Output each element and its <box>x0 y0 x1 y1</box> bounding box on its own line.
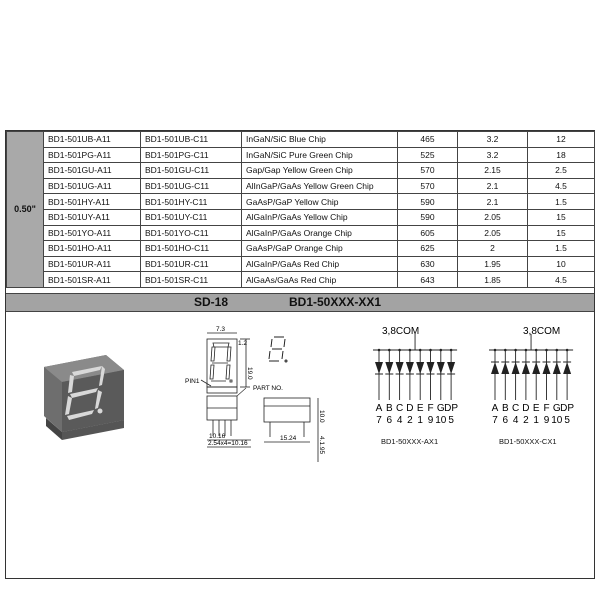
diode-icon <box>522 362 530 374</box>
pin-number: 9 <box>427 415 434 426</box>
chip-cell: InGaN/SiC Blue Chip <box>242 132 398 148</box>
table-row <box>7 132 595 148</box>
vf-cell: 2.05 <box>458 209 528 225</box>
drawing-area <box>6 312 594 578</box>
iv-cell: 2.5 <box>528 163 595 179</box>
anode-part-cell: BD1-501UY-A11 <box>44 209 141 225</box>
cathode-part-cell: BD1-501PG-C11 <box>141 147 242 163</box>
series-name: BD1-50XXX-XX1 <box>289 295 382 309</box>
table-row <box>7 241 595 257</box>
pin-letter: E <box>416 403 424 414</box>
pin-number: 5 <box>448 415 454 426</box>
diode-icon <box>437 362 445 374</box>
wavelength-cell: 625 <box>398 241 458 257</box>
dim-side: 15.24 <box>280 435 297 442</box>
cathode-part-cell: BD1-501UR-C11 <box>141 256 242 272</box>
pin-letter: B <box>385 403 393 414</box>
dim-depth: 10.0 <box>318 410 325 423</box>
table-row <box>7 178 595 194</box>
pin-number: 9 <box>543 415 550 426</box>
table-row <box>7 147 595 163</box>
vf-cell: 2 <box>458 241 528 257</box>
table-row <box>7 163 595 179</box>
pin1-label: PIN1 <box>185 378 200 385</box>
pin-letter: DP <box>560 403 575 414</box>
end-view <box>264 398 318 462</box>
wavelength-cell: 630 <box>398 256 458 272</box>
anode-part-cell: BD1-501YO-A11 <box>44 225 141 241</box>
cathode-part-cell: BD1-501UG-C11 <box>141 178 242 194</box>
iv-cell: 1.5 <box>528 194 595 210</box>
wavelength-cell: 590 <box>398 194 458 210</box>
pin-letter: F <box>427 403 434 414</box>
diode-icon <box>543 362 551 374</box>
table-row <box>7 272 595 288</box>
anode-part-cell: BD1-501UG-A11 <box>44 178 141 194</box>
cathode-part-cell: BD1-501YO-C11 <box>141 225 242 241</box>
vf-cell: 3.2 <box>458 132 528 148</box>
wavelength-cell: 605 <box>398 225 458 241</box>
pin-letter: C <box>395 403 404 414</box>
caption-anode: BD1-50XXX-AX1 <box>381 437 439 446</box>
diode-icon <box>491 362 499 374</box>
cathode-part-cell: BD1-501HY-C11 <box>141 194 242 210</box>
pin-number: 10 <box>435 415 447 426</box>
pin-number: 1 <box>533 415 539 426</box>
pin-letter: A <box>375 403 383 414</box>
vf-cell: 3.2 <box>458 147 528 163</box>
vf-cell: 1.95 <box>458 256 528 272</box>
vf-cell: 1.85 <box>458 272 528 288</box>
wavelength-cell: 570 <box>398 178 458 194</box>
diode-icon <box>375 362 383 374</box>
anode-circuit <box>373 334 458 426</box>
pin-letter: D <box>522 403 530 414</box>
dim-height: 19.0 <box>246 367 253 380</box>
iv-cell: 1.5 <box>528 241 595 257</box>
chip-cell: AlInGaP/GaAs Yellow Green Chip <box>242 178 398 194</box>
anode-part-cell: BD1-501PG-A11 <box>44 147 141 163</box>
diode-icon <box>396 362 404 374</box>
cathode-part-cell: BD1-501UB-C11 <box>141 132 242 148</box>
chip-cell: InGaN/SiC Pure Green Chip <box>242 147 398 163</box>
iv-cell: 4.5 <box>528 272 595 288</box>
digit-outline-icon <box>269 337 287 362</box>
pin-number: 5 <box>564 415 570 426</box>
dim-pitch2: 2.54x4=10.16 <box>208 440 248 447</box>
pin-number: 7 <box>492 415 498 426</box>
iv-cell: 15 <box>528 209 595 225</box>
iv-cell: 15 <box>528 225 595 241</box>
wavelength-cell: 590 <box>398 209 458 225</box>
vf-cell: 2.05 <box>458 225 528 241</box>
pin-number: 2 <box>523 415 529 426</box>
diode-icon <box>501 362 509 374</box>
cathode-part-cell: BD1-501GU-C11 <box>141 163 242 179</box>
pin-number: 2 <box>407 415 413 426</box>
datasheet-panel <box>5 130 595 579</box>
chip-cell: Gap/Gap Yellow Green Chip <box>242 163 398 179</box>
table-row <box>7 225 595 241</box>
diode-icon <box>416 362 424 374</box>
vf-cell: 2.1 <box>458 194 528 210</box>
pin-letter: A <box>491 403 499 414</box>
chip-cell: GaAsP/GaP Orange Chip <box>242 241 398 257</box>
anode-part-cell: BD1-501GU-A11 <box>44 163 141 179</box>
anode-part-cell: BD1-501HO-A11 <box>44 241 141 257</box>
pin-number: 4 <box>512 415 519 426</box>
anode-part-cell: BD1-501UB-A11 <box>44 132 141 148</box>
diode-icon <box>427 362 435 374</box>
pin-letter: DP <box>444 403 459 414</box>
diode-icon <box>512 362 520 374</box>
part-no-label: PART NO. <box>253 385 283 392</box>
common-label-a: 3,8COM <box>382 326 420 337</box>
cathode-part-cell: BD1-501HO-C11 <box>141 241 242 257</box>
pin-number: 4 <box>396 415 403 426</box>
pin-letter: B <box>501 403 509 414</box>
pin-letter: G <box>436 403 445 414</box>
iv-cell: 4.5 <box>528 178 595 194</box>
pin-number: 1 <box>417 415 423 426</box>
iv-cell: 10 <box>528 256 595 272</box>
cathode-part-cell: BD1-501SR-C11 <box>141 272 242 288</box>
pin-number: 6 <box>386 415 393 426</box>
pin-letter: G <box>552 403 561 414</box>
wavelength-cell: 570 <box>398 163 458 179</box>
table-row <box>7 194 595 210</box>
chip-cell: AlGaInP/GaAs Yellow Chip <box>242 209 398 225</box>
pin-letter: D <box>406 403 414 414</box>
wavelength-cell: 465 <box>398 132 458 148</box>
anode-part-cell: BD1-501SR-A11 <box>44 272 141 288</box>
diode-icon <box>563 362 571 374</box>
anode-part-cell: BD1-501HY-A11 <box>44 194 141 210</box>
pin-number: 10 <box>551 415 563 426</box>
iv-cell: 18 <box>528 147 595 163</box>
common-label-c: 3,8COM <box>523 326 561 337</box>
dim-seg: 1.2 <box>238 340 248 347</box>
pin-letter: F <box>543 403 550 414</box>
vf-cell: 2.15 <box>458 163 528 179</box>
package-name: SD-18 <box>194 295 229 309</box>
package-title-bar <box>6 293 594 312</box>
anode-part-cell: BD1-501UR-A11 <box>44 256 141 272</box>
caption-cathode: BD1-50XXX-CX1 <box>499 437 557 446</box>
table-row <box>7 256 595 272</box>
diode-icon <box>406 362 414 374</box>
chip-cell: GaAsP/GaP Yellow Chip <box>242 194 398 210</box>
chip-cell: AlGaInP/GaAs Orange Chip <box>242 225 398 241</box>
wavelength-cell: 643 <box>398 272 458 288</box>
dim-lead: 4.1.95 <box>318 436 325 455</box>
dim-pitch: 10.16 <box>209 433 226 440</box>
diode-icon <box>553 362 561 374</box>
diode-icon <box>447 362 455 374</box>
diode-icon <box>532 362 540 374</box>
pin-letter: C <box>511 403 520 414</box>
cathode-part-cell: BD1-501UY-C11 <box>141 209 242 225</box>
chip-cell: AlGaAs/GaAs Red Chip <box>242 272 398 288</box>
pin-letter: E <box>532 403 540 414</box>
size-cell: 0.50" <box>7 132 44 288</box>
display-illustration <box>44 355 124 440</box>
cathode-circuit <box>489 334 574 426</box>
diode-icon <box>385 362 393 374</box>
iv-cell: 12 <box>528 132 595 148</box>
spec-table <box>6 131 595 288</box>
dim-width: 7.3 <box>216 326 226 333</box>
wavelength-cell: 525 <box>398 147 458 163</box>
chip-cell: AlGaInP/GaAs Red Chip <box>242 256 398 272</box>
table-row <box>7 209 595 225</box>
pin-number: 7 <box>376 415 382 426</box>
vf-cell: 2.1 <box>458 178 528 194</box>
pin-number: 6 <box>502 415 509 426</box>
